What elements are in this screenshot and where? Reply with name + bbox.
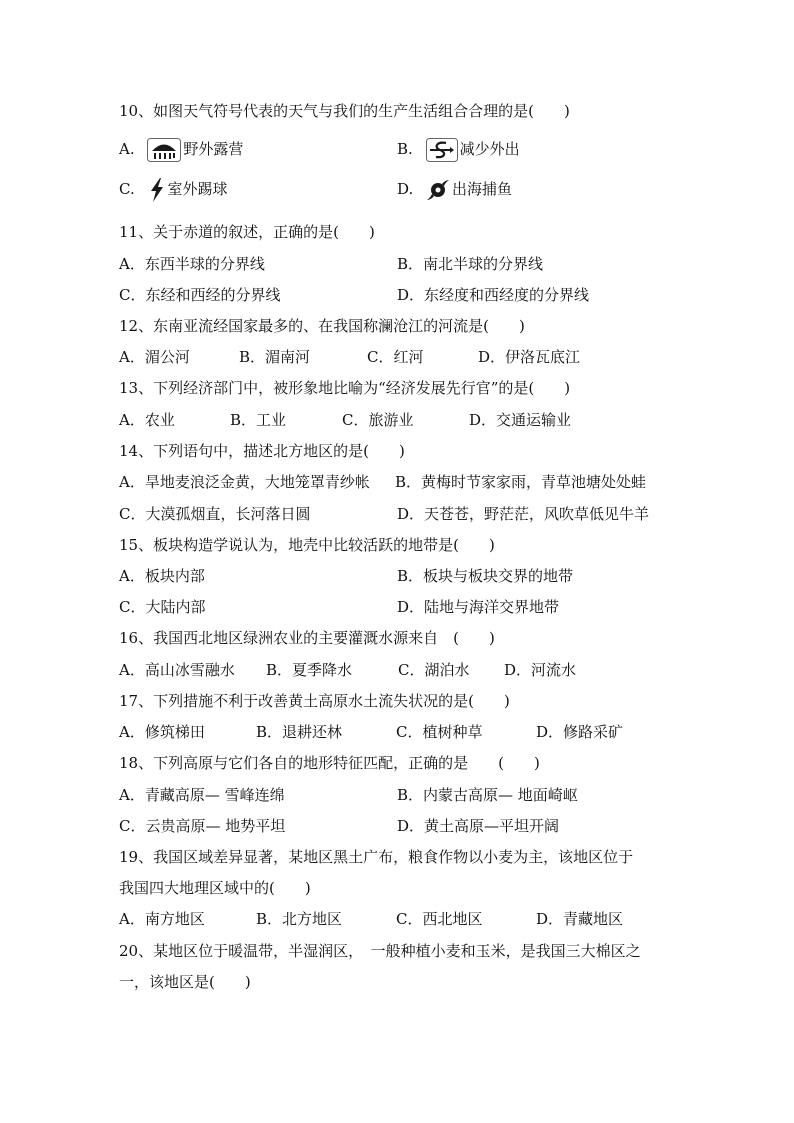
- option-label: A.: [119, 140, 135, 158]
- q10-option-a: [119, 136, 243, 162]
- option-label: D.: [397, 180, 414, 198]
- question-20-stem-line2: 一，该地区是( ): [119, 973, 251, 991]
- question-15-stem: 15、板块构造学说认为，地壳中比较活跃的地带是( ): [119, 536, 495, 554]
- typhoon-icon: [426, 177, 450, 203]
- q17-option-b: B．退耕还林: [256, 723, 343, 741]
- option-text: 室外踢球: [167, 180, 228, 198]
- q17-option-c: C．植树种草: [396, 723, 483, 741]
- question-10-stem: 10、如图天气符号代表的天气与我们的生产生活组合合理的是( ): [119, 102, 570, 120]
- q18-option-d: D．黄土高原—平坦开阔: [397, 817, 560, 835]
- q12-option-b: B．湄南河: [239, 348, 311, 366]
- question-17-stem: 17、下列措施不利于改善黄土高原水土流失状况的是( ): [119, 692, 510, 710]
- question-20-stem-line1: 20、某地区位于暖温带，半湿润区， 一般种植小麦和玉米，是我国三大棉区之: [119, 942, 641, 960]
- q11-option-d: D．东经度和西经度的分界线: [397, 286, 590, 304]
- q16-option-a: A．高山冰雪融水: [119, 661, 235, 679]
- q16-option-d: D．河流水: [504, 661, 577, 679]
- q14-option-b: B．黄梅时节家家雨，青草池塘处处蛙: [395, 473, 647, 491]
- q16-option-c: C．湖泊水: [398, 661, 470, 679]
- q19-option-c: C．西北地区: [396, 910, 483, 928]
- question-12-stem: 12、东南亚流经国家最多的、在我国称澜沧江的河流是( ): [119, 317, 525, 335]
- q13-option-c: C．旅游业: [342, 411, 414, 429]
- q11-option-c: C．东经和西经的分界线: [119, 286, 281, 304]
- q15-option-b: B．板块与板块交界的地带: [397, 567, 574, 585]
- q19-option-b: B．北方地区: [256, 910, 343, 928]
- question-13-stem: 13、下列经济部门中，被形象地比喻为“经济发展先行官”的是( ): [119, 379, 571, 397]
- q10-option-b: [397, 136, 520, 162]
- q12-option-c: C．红河: [367, 348, 424, 366]
- question-19-stem-line2: 我国四大地理区域中的( ): [119, 879, 311, 897]
- q17-option-d: D．修路采矿: [536, 723, 624, 741]
- option-text: 野外露营: [183, 140, 244, 158]
- option-text: 减少外出: [459, 140, 520, 158]
- q13-option-a: A．农业: [119, 411, 175, 429]
- q12-option-d: D．伊洛瓦底江: [478, 348, 581, 366]
- q14-option-c: C．大漠孤烟直，长河落日圆: [119, 505, 311, 523]
- question-16-stem: 16、我国西北地区绿洲农业的主要灌溉水源来自 ( ): [119, 629, 495, 647]
- q17-option-a: A．修筑梯田: [119, 723, 205, 741]
- thunderstorm-icon: [148, 177, 166, 203]
- option-label: B.: [397, 140, 413, 158]
- q18-option-a: A．青藏高原— 雪峰连绵: [119, 786, 285, 804]
- q13-option-d: D．交通运输业: [469, 411, 572, 429]
- q12-option-a: A．湄公河: [119, 348, 190, 366]
- q10-option-d: [397, 176, 512, 202]
- q15-option-a: A．板块内部: [119, 567, 205, 585]
- q11-option-b: B．南北半球的分界线: [397, 255, 544, 273]
- option-label: C.: [119, 180, 135, 198]
- q19-option-a: A．南方地区: [119, 910, 205, 928]
- q14-option-a: A．旱地麦浪泛金黄，大地笼罩青纱帐: [119, 473, 370, 491]
- q13-option-b: B．工业: [230, 411, 287, 429]
- option-text: 出海捕鱼: [452, 180, 513, 198]
- sandstorm-icon: [426, 138, 458, 162]
- q18-option-b: B．内蒙古高原— 地面崎岖: [397, 786, 578, 804]
- q14-option-d: D．天苍苍，野茫茫，风吹草低见牛羊: [397, 505, 650, 523]
- question-14-stem: 14、下列语句中，描述北方地区的是( ): [119, 442, 405, 460]
- q18-option-c: C．云贵高原— 地势平坦: [119, 817, 286, 835]
- question-19-stem-line1: 19、我国区域差异显著，某地区黑土广布，粮食作物以小麦为主，该地区位于: [119, 848, 634, 866]
- question-18-stem: 18、下列高原与它们各自的地形特征匹配，正确的是 ( ): [119, 754, 540, 772]
- heavy-rain-icon: [147, 138, 181, 162]
- q10-option-c: [119, 176, 228, 202]
- q19-option-d: D．青藏地区: [536, 910, 624, 928]
- q11-option-a: A．东西半球的分界线: [119, 255, 265, 273]
- q15-option-d: D．陆地与海洋交界地带: [397, 598, 560, 616]
- question-11-stem: 11、关于赤道的叙述，正确的是( ): [119, 223, 375, 241]
- q16-option-b: B．夏季降水: [266, 661, 353, 679]
- q15-option-c: C．大陆内部: [119, 598, 206, 616]
